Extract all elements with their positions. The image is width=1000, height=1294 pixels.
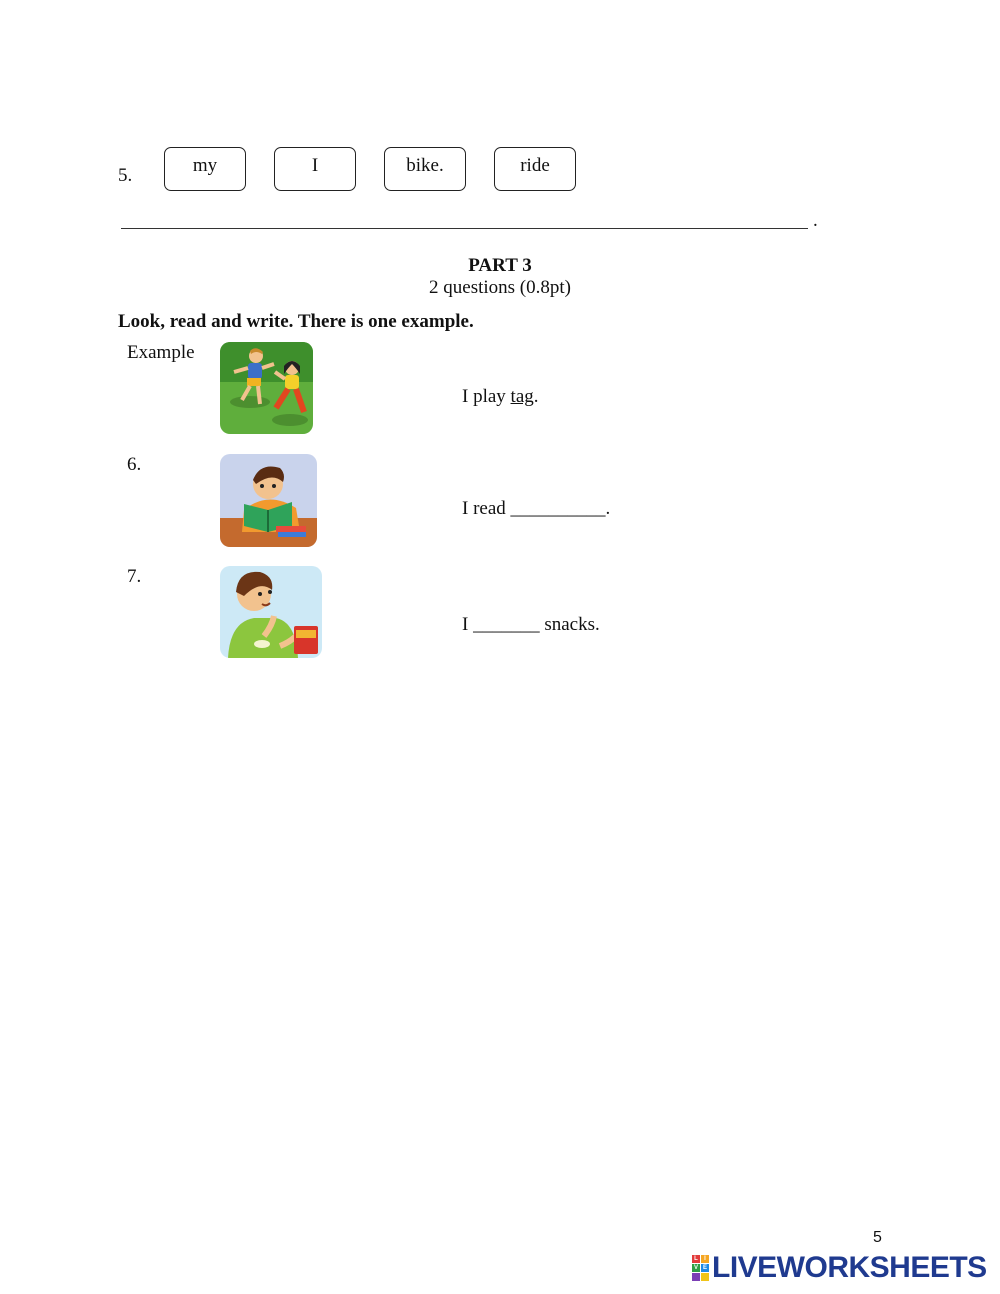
logo-block-i: I: [701, 1255, 709, 1263]
brand-name: LIVEWORKSHEETS: [712, 1251, 987, 1284]
logo-blocks-icon: [692, 1255, 709, 1281]
question-7-sentence: I _______ snacks.: [462, 614, 600, 635]
question-5-number: 5.: [118, 165, 133, 186]
word-box-ride: ride: [494, 147, 576, 191]
question-6-sentence: I read __________.: [462, 498, 611, 519]
example-label: Example: [127, 342, 195, 363]
logo-block: [701, 1273, 709, 1281]
logo-block: [692, 1273, 700, 1281]
boy-eating-snacks-picture: [220, 566, 322, 658]
part-subtitle: 2 questions (0.8pt): [429, 277, 571, 298]
example-sentence: [462, 386, 539, 408]
instruction: Look, read and write. There is one example.: [118, 311, 474, 332]
children-playing-tag-picture: [220, 342, 313, 434]
answer-end-dot: .: [813, 210, 818, 231]
example-sentence-start: I play: [462, 386, 511, 407]
liveworksheets-logo: [692, 1252, 987, 1284]
page-number: 5: [873, 1229, 882, 1246]
word-box-my: my: [164, 147, 246, 191]
word-box-bike: bike.: [384, 147, 466, 191]
logo-block-v: V: [693, 1265, 698, 1271]
answer-line[interactable]: [121, 228, 808, 229]
boy-reading-book-picture: [220, 454, 317, 547]
example-answer: tag: [510, 386, 534, 407]
word-box-i: I: [274, 147, 356, 191]
part-title: PART 3: [468, 255, 532, 276]
question-7-number: 7.: [127, 566, 142, 587]
logo-block-e: E: [702, 1265, 707, 1271]
question-6-number: 6.: [127, 454, 142, 475]
example-sentence-end: .: [533, 386, 539, 407]
logo-block-l: L: [692, 1255, 700, 1263]
